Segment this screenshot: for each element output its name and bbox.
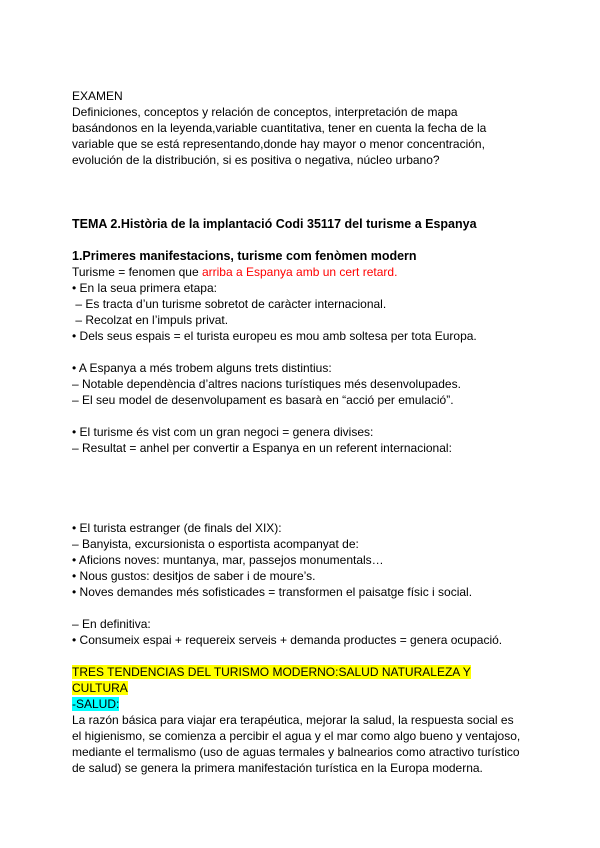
- salud-line: La razón básica para viajar era terapéutica, mejorar la salud, la respuesta social es: [72, 713, 514, 727]
- turisme-prefix: Turisme = fenomen que: [72, 265, 202, 279]
- list-item: • Aficions noves: muntanya, mar, passejos monumentals…: [72, 553, 384, 567]
- tendencias-title-line1: TRES TENDENCIAS DEL TURISMO MODERNO:SALUD NATURALEZA Y: [72, 665, 471, 679]
- list-item: • Nous gustos: desitjos de saber i de moure’s.: [72, 569, 316, 583]
- exam-line: Definiciones, conceptos y relación de conceptos, interpretación de mapa: [72, 105, 458, 119]
- spacer: [72, 344, 532, 360]
- list-item: – El seu model de desenvolupament es basarà en “acció per emulació”.: [72, 393, 454, 407]
- spacer: [72, 456, 532, 520]
- salud-line: mediante el termalismo (uso de aguas termales y balnearios como atractivo turístico: [72, 745, 520, 759]
- tema-title: TEMA 2.Història de la implantació Codi 35117 del turisme a Espanya: [72, 217, 477, 231]
- salud-line: el higienismo, se comienza a percibir el agua y el mar como algo bueno y ventajoso,: [72, 729, 521, 743]
- exam-line: variable que se está representando,donde hay mayor o menor concentración,: [72, 137, 485, 151]
- tendencias-title-cont: [72, 680, 532, 696]
- spacer: [72, 232, 532, 248]
- exam-line: evolución de la distribución, si es positiva o negativa, núcleo urbano?: [72, 153, 440, 167]
- list-item: – Resultat = anhel per convertir a Espanya en un referent internacional:: [72, 441, 452, 455]
- list-item: – En definitiva:: [72, 617, 151, 631]
- list-item: – Es tracta d’un turisme sobretot de caràcter internacional.: [72, 297, 387, 311]
- list-item: • Consumeix espai + requereix serveis + demanda productes = genera ocupació.: [72, 633, 503, 647]
- list-item: • El turisme és vist com un gran negoci = genera divises:: [72, 425, 374, 439]
- list-item: • Noves demandes més sofisticades = transformen el paisatge físic i social.: [72, 585, 473, 599]
- turisme-definition: [72, 264, 532, 280]
- salud-label: -SALUD:: [72, 697, 120, 711]
- turisme-red-text: arriba a Espanya amb un cert retard.: [201, 265, 398, 279]
- exam-heading: EXAMEN: [72, 89, 123, 103]
- list-item: – Recolzat en l’impuls privat.: [72, 313, 229, 327]
- spacer: [72, 408, 532, 424]
- list-item: • El turista estranger (de finals del XIX):: [72, 521, 282, 535]
- list-item: – Notable dependència d’altres nacions turístiques més desenvolupades.: [72, 377, 461, 391]
- spacer: [72, 648, 532, 664]
- salud-label-line: [72, 696, 532, 712]
- list-item: • Dels seus espais = el turista europeu es mou amb soltesa per tota Europa.: [72, 329, 477, 343]
- section1-title: 1.Primeres manifestacions, turisme com fenòmen modern: [72, 249, 417, 263]
- list-item: • A Espanya a més trobem alguns trets distintius:: [72, 361, 332, 375]
- list-item: • En la seua primera etapa:: [72, 281, 217, 295]
- document-page: [72, 88, 532, 776]
- spacer: [72, 600, 532, 616]
- tendencias-title: [72, 664, 532, 680]
- exam-line: basándonos en la leyenda,variable cuantitativa, tener en cuenta la fecha de la: [72, 121, 487, 135]
- tendencias-title-line2: CULTURA: [72, 681, 128, 695]
- list-item: – Banyista, excursionista o esportista acompanyat de:: [72, 537, 359, 551]
- salud-line: de salud) se genera la primera manifestación turística en la Europa moderna.: [72, 761, 483, 775]
- spacer: [72, 168, 532, 216]
